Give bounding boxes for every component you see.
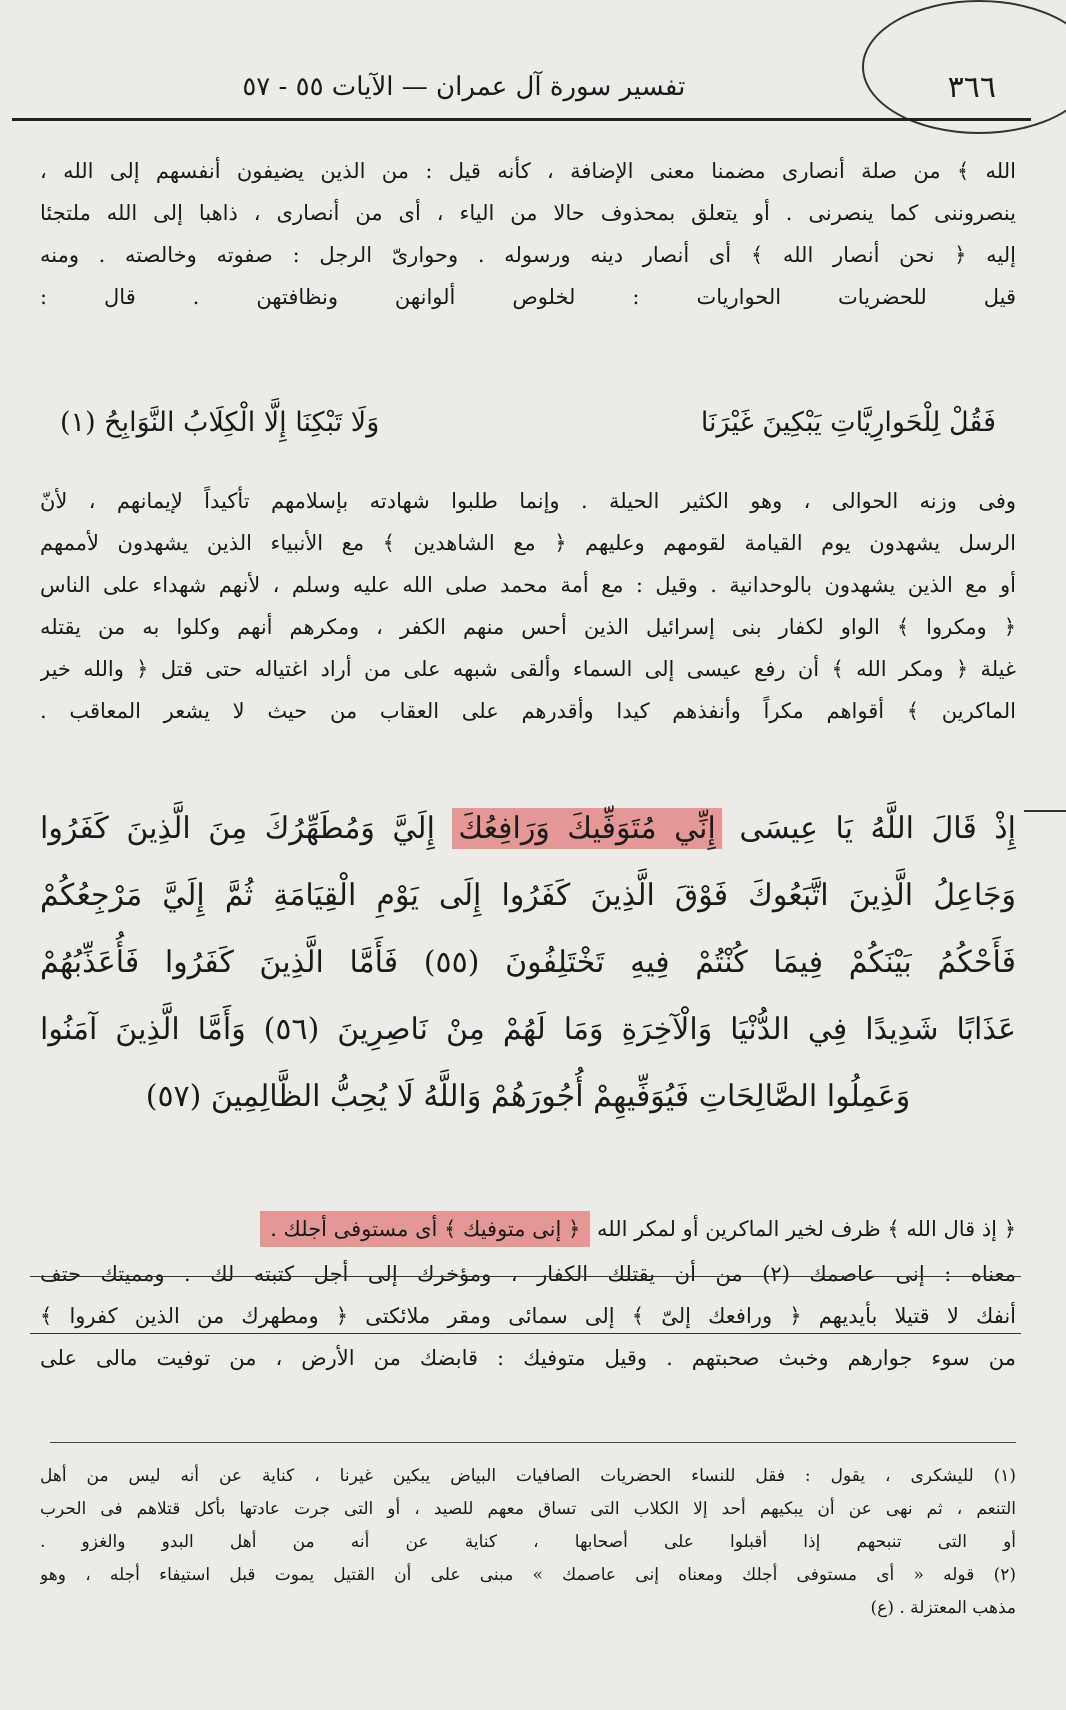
header-rule [12, 118, 1031, 121]
commentary-line: الماكرين ﴾ أقواهم مكراً وأنفذهم كيدا وأقدرهم على العقاب من حيث لا يشعر المعاقب . [40, 699, 1016, 723]
margin-mark [1024, 810, 1066, 812]
commentary-line: الرسل يشهدون يوم القيامة لقومهم وعليهم ﴿ مع الشاهدين ﴾ مع الأنبياء الذين يشهدون لأممهم [40, 531, 1016, 555]
verse-line: عَذَابًا شَدِيدًا فِي الدُّنْيَا وَالْآخِرَةِ وَمَا لَهُمْ مِنْ نَاصِرِينَ (٥٦) وَأَمَّا الَّذِينَ آمَنُوا [40, 1012, 1016, 1047]
commentary-text: ﴿ إذ قال الله ﴾ ظرف لخير الماكرين أو لمكر الله [597, 1217, 1016, 1241]
commentary-line [40, 1205, 1016, 1253]
verse-line: وَجَاعِلُ الَّذِينَ اتَّبَعُوكَ فَوْقَ الَّذِينَ كَفَرُوا إِلَى يَوْمِ الْقِيَامَةِ ثُمَّ إِلَيَّ مَرْجِعُكُمْ [40, 878, 1016, 913]
verse-line [40, 795, 1016, 862]
page-number: ٣٦٦ [947, 69, 996, 105]
poem-hemistich-left: وَلَا تَبْكِنَا إِلَّا الْكِلَابُ النَّوَابِحُ (١) [60, 407, 380, 438]
verse-line: وَعَمِلُوا الصَّالِحَاتِ فَيُوَفِّيهِمْ أُجُورَهُمْ وَاللَّهُ لَا يُحِبُّ الظَّالِمِينَ (٥٧) [145, 1079, 911, 1114]
handwritten-underline [30, 1276, 1021, 1334]
poem-verse [60, 398, 996, 448]
commentary-line: إليه ﴿ نحن أنصار الله ﴾ أى أنصار دينه ورسوله . وحوارىّ الرجل : صفوته وخالصته . ومنه [40, 243, 1016, 267]
footnotes [40, 1460, 1016, 1625]
highlighted-commentary-text: ﴿ إنى متوفيك ﴾ أى مستوفى أجلك . [260, 1211, 590, 1247]
commentary-line: الله ﴾ من صلة أنصارى مضمنا معنى الإضافة ، كأنه قيل : من الذين يضيفون أنفسهم إلى الله ، [40, 159, 1016, 183]
verse-text: إِلَيَّ وَمُطَهِّرُكَ مِنَ الَّذِينَ كَفَرُوا [40, 811, 435, 846]
commentary-middle [40, 480, 1016, 732]
commentary-line: أنفك لا قتيلا بأيديهم ﴿ ورافعك إلىّ ﴾ إلى سمائى ومقر ملائكتى ﴿ ومطهرك من الذين كفروا ﴾ [40, 1304, 1016, 1328]
verse-line: فَأَحْكُمُ بَيْنَكُمْ فِيمَا كُنْتُمْ فِيهِ تَخْتَلِفُونَ (٥٥) فَأَمَّا الَّذِينَ كَفَرُوا فَأُعَذِّبُهُمْ [40, 945, 1016, 980]
footnote-line: أو التى تنبحهم إذا أقبلوا على أصحابها ، كناية عن أنه من أهل البدو والغزو . [40, 1532, 1016, 1552]
running-header [40, 62, 1026, 112]
footnote-line: مذهب المعتزلة . (ع) [870, 1598, 1016, 1618]
footnote-line: التنعم ، ثم نهى عن أن يبكيهم أحد إلا الكلاب التى تساق معهم للصيد ، أو التى جرت عادتها بأكل قتلاهم فى الحرب [40, 1499, 1016, 1519]
commentary-line: ينصروننى كما ينصرنى . أو يتعلق بمحذوف حالا من الياء ، أى من أنصارى ، ذاهبا إلى الله ملتجئا [40, 201, 1016, 225]
footnote-line: (٢) قوله « أى مستوفى أجلك ومعناه إنى عاصمك » مبنى على أن القتيل يموت قبل استيفاء أجله ، وهو [40, 1565, 1016, 1585]
commentary-line: أو مع الذين يشهدون بالوحدانية . وقيل : مع أمة محمد صلى الله عليه وسلم ، لأنهم شهداء على الناس [40, 573, 1016, 597]
quran-verses [40, 795, 1016, 1130]
commentary-line: من سوء جوارهم وخبث صحبتهم . وقيل متوفيك : قابضك من الأرض ، من توفيت مالى على [40, 1346, 1016, 1370]
highlighted-verse-text: إِنِّي مُتَوَفِّيكَ وَرَافِعُكَ [452, 808, 721, 849]
commentary-line: غيلة ﴿ ومكر الله ﴾ أن رفع عيسى إلى السماء وألقى شبهه على من أراد اغتياله حتى قتل ﴿ والله خير [40, 657, 1016, 681]
commentary-line: معناه : إنى عاصمك (٢) من أن يقتلك الكفار ، ومؤخرك إلى أجل كتبته لك . ومميتك حتف [40, 1262, 1016, 1286]
commentary-line: قيل للحضريات الحواريات : لخلوص ألوانهن ونظافتهن . قال : [40, 285, 1016, 309]
running-title: تفسير سورة آل عمران — الآيات ٥٥ - ٥٧ [242, 72, 686, 102]
footnote-rule [50, 1442, 1016, 1443]
commentary-line: وفى وزنه الحوالى ، وهو الكثير الحيلة . وإنما طلبوا شهادته بإسلامهم تأكيداً لإيمانهم ، لأنّ [40, 489, 1016, 513]
footnote-line: (١) لليشكرى ، يقول : فقل للنساء الحضريات الصافيات البياض يبكين غيرنا ، كناية عن أنه ليس من أهل [40, 1466, 1016, 1486]
commentary-line: ﴿ ومكروا ﴾ الواو لكفار بنى إسرائيل الذين أحس منهم الكفر ، ومكرهم أنهم وكلوا به من يقتله [40, 615, 1016, 639]
poem-hemistich-right: فَقُلْ لِلْحَوارِيَّاتِ يَبْكِينَ غَيْرَنَا [700, 407, 996, 438]
verse-text: إِذْ قَالَ اللَّهُ يَا عِيسَى [739, 811, 1016, 846]
commentary-top [40, 150, 1016, 318]
